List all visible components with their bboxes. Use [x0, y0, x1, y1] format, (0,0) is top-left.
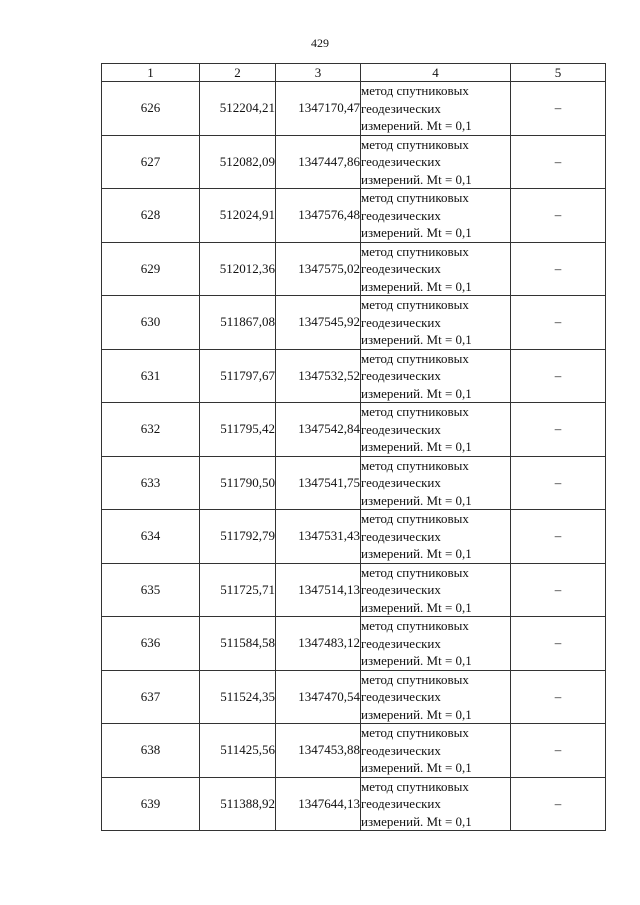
page-number: 429 — [311, 36, 329, 50]
method-line: геодезических — [361, 207, 441, 223]
mark-dash: – — [511, 724, 606, 778]
table-row — [102, 670, 606, 724]
mark-dash: – — [511, 135, 606, 189]
coordinate-y: 1347453,88 — [276, 724, 361, 778]
method-line: геодезических — [361, 528, 441, 544]
table-row — [102, 189, 606, 243]
method-line: метод спутниковых — [361, 350, 469, 366]
table-row — [102, 456, 606, 510]
method-cell — [361, 242, 511, 296]
method-line: геодезических — [361, 154, 441, 169]
coordinate-y: 1347532,52 — [276, 349, 361, 403]
point-number: 627 — [102, 135, 200, 189]
method-line: геодезических — [361, 689, 441, 704]
coordinate-x: 512082,09 — [200, 135, 276, 189]
method-line: метод спутниковых — [361, 778, 469, 794]
method-cell — [361, 617, 511, 671]
method-line: метод спутниковых — [361, 511, 469, 526]
method-line: измерений. Mt = 0,1 — [361, 385, 472, 401]
table-row — [102, 82, 606, 136]
mark-dash: – — [511, 189, 606, 243]
method-line: измерений. Mt = 0,1 — [361, 760, 472, 775]
method-cell — [361, 349, 511, 403]
coordinate-y: 1347542,84 — [276, 403, 361, 457]
mark-dash: – — [511, 777, 606, 831]
method-line: геодезических — [361, 742, 441, 758]
table-body — [102, 82, 606, 831]
coordinate-y: 1347541,75 — [276, 456, 361, 510]
method-line: измерений. Mt = 0,1 — [361, 492, 472, 508]
method-line: геодезических — [361, 368, 441, 383]
point-number: 634 — [102, 510, 200, 564]
column-header-3: 3 — [276, 64, 361, 82]
coordinate-y: 1347575,02 — [276, 242, 361, 296]
mark-dash: – — [511, 349, 606, 403]
point-number: 636 — [102, 617, 200, 671]
method-line: геодезических — [361, 261, 441, 276]
method-line: измерений. Mt = 0,1 — [361, 653, 472, 668]
mark-dash: – — [511, 670, 606, 724]
method-line: метод спутниковых — [361, 725, 469, 740]
coordinate-x: 512204,21 — [200, 82, 276, 136]
table-row — [102, 777, 606, 831]
method-cell — [361, 456, 511, 510]
method-line: метод спутниковых — [361, 243, 469, 259]
coordinate-x: 511790,50 — [200, 456, 276, 510]
point-number: 637 — [102, 670, 200, 724]
table-row — [102, 242, 606, 296]
coordinate-x: 511795,42 — [200, 403, 276, 457]
method-line: метод спутниковых — [361, 136, 469, 152]
coordinate-x: 511524,35 — [200, 670, 276, 724]
mark-dash: – — [511, 296, 606, 350]
table-row — [102, 296, 606, 350]
method-line: метод спутниковых — [361, 564, 469, 580]
column-header-1: 1 — [102, 64, 200, 82]
method-line: измерений. Mt = 0,1 — [361, 171, 472, 187]
coordinate-y: 1347447,86 — [276, 135, 361, 189]
coordinate-y: 1347545,92 — [276, 296, 361, 350]
mark-dash: – — [511, 242, 606, 296]
table-row — [102, 563, 606, 617]
column-header-5: 5 — [511, 64, 606, 82]
coordinate-x: 511867,08 — [200, 296, 276, 350]
point-number: 630 — [102, 296, 200, 350]
method-line: измерений. Mt = 0,1 — [361, 225, 472, 240]
coordinate-y: 1347170,47 — [276, 82, 361, 136]
method-cell — [361, 777, 511, 831]
method-line: измерений. Mt = 0,1 — [361, 118, 472, 133]
mark-dash: – — [511, 82, 606, 136]
coordinate-x: 511792,79 — [200, 510, 276, 564]
method-line: измерений. Mt = 0,1 — [361, 546, 472, 561]
method-line: геодезических — [361, 475, 441, 490]
mark-dash: – — [511, 563, 606, 617]
table-row — [102, 135, 606, 189]
coordinate-y: 1347470,54 — [276, 670, 361, 724]
method-cell — [361, 670, 511, 724]
mark-dash: – — [511, 403, 606, 457]
method-line: измерений. Mt = 0,1 — [361, 439, 472, 454]
method-line: геодезических — [361, 635, 441, 651]
method-line: метод спутниковых — [361, 671, 469, 687]
coordinate-x: 511725,71 — [200, 563, 276, 617]
mark-dash: – — [511, 456, 606, 510]
point-number: 633 — [102, 456, 200, 510]
column-header-4: 4 — [361, 64, 511, 82]
method-line: измерений. Mt = 0,1 — [361, 599, 472, 615]
coordinate-x: 511388,92 — [200, 777, 276, 831]
coordinate-x: 511425,56 — [200, 724, 276, 778]
table-row — [102, 510, 606, 564]
point-number: 629 — [102, 242, 200, 296]
method-cell — [361, 189, 511, 243]
method-line: метод спутниковых — [361, 190, 469, 205]
point-number: 639 — [102, 777, 200, 831]
method-line: геодезических — [361, 100, 441, 116]
point-number: 638 — [102, 724, 200, 778]
method-cell — [361, 135, 511, 189]
method-cell — [361, 563, 511, 617]
method-cell — [361, 82, 511, 136]
method-cell — [361, 510, 511, 564]
method-cell — [361, 296, 511, 350]
method-line: измерений. Mt = 0,1 — [361, 706, 472, 722]
method-line: геодезических — [361, 421, 441, 437]
method-cell — [361, 403, 511, 457]
coordinate-x: 512024,91 — [200, 189, 276, 243]
method-line: метод спутниковых — [361, 457, 469, 473]
method-cell — [361, 724, 511, 778]
mark-dash: – — [511, 510, 606, 564]
coordinate-y: 1347514,13 — [276, 563, 361, 617]
coordinate-x: 511584,58 — [200, 617, 276, 671]
coordinates-table — [101, 63, 606, 831]
method-line: метод спутниковых — [361, 404, 469, 419]
table-header-row — [102, 64, 606, 82]
coordinate-x: 511797,67 — [200, 349, 276, 403]
column-header-2: 2 — [200, 64, 276, 82]
method-line: измерений. Mt = 0,1 — [361, 278, 472, 294]
method-line: метод спутниковых — [361, 297, 469, 312]
method-line: геодезических — [361, 796, 441, 811]
point-number: 631 — [102, 349, 200, 403]
method-line: метод спутниковых — [361, 83, 469, 98]
coordinate-y: 1347483,12 — [276, 617, 361, 671]
coordinate-x: 512012,36 — [200, 242, 276, 296]
table-row — [102, 349, 606, 403]
mark-dash: – — [511, 617, 606, 671]
method-line: измерений. Mt = 0,1 — [361, 813, 472, 829]
method-line: метод спутниковых — [361, 618, 469, 633]
coordinate-y: 1347644,13 — [276, 777, 361, 831]
table-row — [102, 403, 606, 457]
method-line: геодезических — [361, 314, 441, 330]
table-row — [102, 724, 606, 778]
coordinate-y: 1347576,48 — [276, 189, 361, 243]
point-number: 632 — [102, 403, 200, 457]
table-row — [102, 617, 606, 671]
method-line: геодезических — [361, 582, 441, 597]
coordinate-y: 1347531,43 — [276, 510, 361, 564]
method-line: измерений. Mt = 0,1 — [361, 332, 472, 347]
point-number: 635 — [102, 563, 200, 617]
point-number: 628 — [102, 189, 200, 243]
point-number: 626 — [102, 82, 200, 136]
